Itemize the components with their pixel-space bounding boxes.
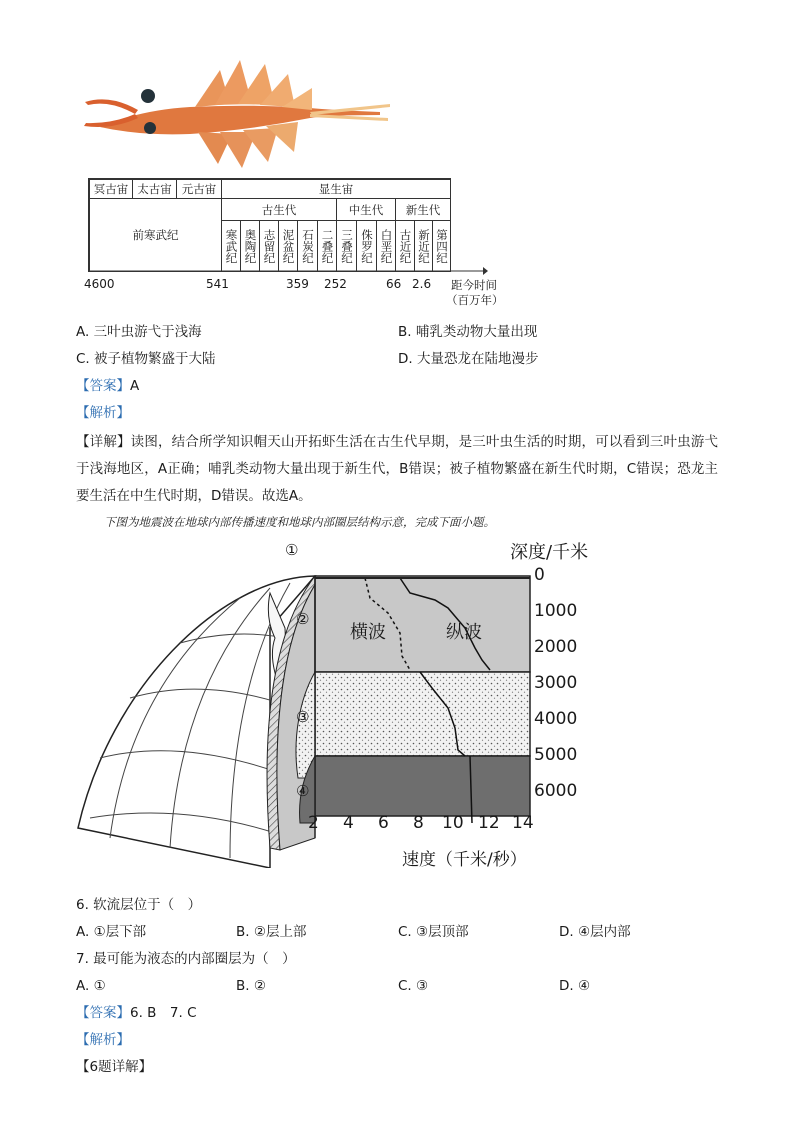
geologic-timeline-table [88, 178, 451, 272]
q5-option-d: D. 大量恐龙在陆地漫步 [398, 351, 539, 367]
speed-tick-6: 6 [378, 813, 389, 833]
period-carboniferous: 石炭纪 [301, 228, 315, 264]
depth-tick-4000: 4000 [534, 709, 578, 729]
speed-tick-4: 4 [343, 813, 354, 833]
depth-tick-3000: 3000 [534, 673, 578, 693]
period-jurassic: 侏罗纪 [360, 228, 374, 264]
period-quaternary: 第四纪 [435, 228, 449, 264]
period-cambrian: 寒武纪 [224, 228, 239, 264]
q6-option-d: D. ④层内部 [559, 924, 631, 940]
period-triassic: 三叠纪 [340, 228, 354, 264]
q6-stem: 6. 软流层位于（ ） [76, 897, 202, 913]
anomalocaris-illustration [80, 52, 390, 172]
eon-hadean: 冥古宙 [89, 179, 133, 199]
q7-option-d: D. ④ [559, 978, 591, 994]
label-layer-4: ④ [296, 782, 310, 800]
q7-option-b: B. ② [236, 978, 266, 994]
speed-tick-2: 2 [308, 813, 319, 833]
period-devonian: 泥盆纪 [281, 228, 296, 264]
label-layer-2: ② [296, 610, 310, 628]
period-cretaceous: 白垩纪 [379, 228, 394, 264]
speed-tick-8: 8 [413, 813, 424, 833]
period-ordovician: 奥陶纪 [243, 228, 258, 264]
answer-value: A [130, 378, 140, 394]
depth-tick-2000: 2000 [534, 637, 578, 657]
tick-2-6: 2.6 [412, 277, 432, 291]
period-paleogene: 古近纪 [398, 228, 413, 264]
label-layer-3: ③ [296, 708, 310, 726]
q5-option-b: B. 哺乳类动物大量出现 [398, 324, 538, 340]
creature-body [84, 60, 390, 168]
period-neogene: 新近纪 [417, 228, 431, 264]
depth-tick-1000: 1000 [534, 601, 578, 621]
axis-label-time: 距今时间 [451, 278, 497, 292]
q6-detail-tag: 【6题详解】 [76, 1059, 153, 1075]
q5-detail-paragraph [76, 429, 718, 510]
tick-252: 252 [324, 277, 347, 291]
q6-option-c: C. ③层顶部 [398, 924, 469, 940]
era-mesozoic: 中生代 [336, 198, 396, 221]
depth-tick-6000: 6000 [534, 781, 578, 801]
eon-phanerozoic: 显生宙 [221, 179, 451, 199]
q6-option-b: B. ②层上部 [236, 924, 307, 940]
label-layer-1: ① [285, 541, 299, 559]
figure-intro: 下图为地震波在地球内部传播速度和地球内部圈层结构示意，完成下面小题。 [104, 515, 495, 529]
detail-tag: 【详解】 [76, 434, 131, 450]
eon-archean: 太古宙 [132, 179, 177, 199]
era-cenozoic: 新生代 [395, 198, 451, 221]
depth-tick-0: 0 [534, 565, 545, 585]
answer-tag: 【答案】 [76, 378, 130, 394]
q7-stem: 7. 最可能为液态的内部圈层为（ ） [76, 951, 296, 967]
answer-tag-2: 【答案】 [76, 1005, 130, 1021]
analysis-tag: 【解析】 [76, 405, 130, 421]
q5-option-c: C. 被子植物繁盛于大陆 [76, 351, 216, 367]
detail-text: 读图，结合所学知识帽天山开拓虾生活在古生代早期，是三叶虫生活的时期，可以看到三叶虫游弋于浅海地区，A正确；哺乳类动物大量出现于新生代，B错误；被子植物繁盛在新生代时期，C错误；恐龙主要生活在中生代时期，D错误。故选A。 [76, 434, 719, 504]
q7-option-a: A. ① [76, 978, 106, 994]
eon-proterozoic: 元古宙 [176, 179, 222, 199]
outer-core-region [315, 672, 530, 756]
tick-359: 359 [286, 277, 309, 291]
q5-option-a: A. 三叶虫游弋于浅海 [76, 324, 202, 340]
speed-axis-title: 速度（千米/秒） [402, 850, 527, 870]
speed-tick-12: 12 [478, 813, 500, 833]
inner-core-panel [315, 756, 530, 816]
axis-label-unit: （百万年） [446, 293, 504, 307]
depth-tick-5000: 5000 [534, 745, 578, 765]
q6-option-a: A. ①层下部 [76, 924, 147, 940]
q7-option-c: C. ③ [398, 978, 429, 994]
period-silurian: 志留纪 [262, 228, 277, 264]
q67-answer-line [76, 1003, 197, 1023]
label-s-wave: 横波 [350, 622, 386, 643]
label-p-wave: 纵波 [446, 622, 482, 643]
tick-4600: 4600 [84, 277, 115, 291]
answer-value-2: 6. B 7. C [130, 1005, 197, 1021]
q5-answer-line [76, 376, 139, 396]
analysis-tag-2: 【解析】 [76, 1032, 130, 1048]
depth-axis-title: 深度/千米 [510, 542, 589, 563]
tick-66: 66 [386, 277, 402, 291]
mantle-panel [315, 576, 530, 672]
speed-tick-14: 14 [512, 813, 534, 833]
era-paleozoic: 古生代 [221, 198, 337, 221]
period-permian: 二叠纪 [320, 228, 335, 264]
tick-541: 541 [206, 277, 229, 291]
speed-tick-10: 10 [442, 813, 464, 833]
precambrian-cell: 前寒武纪 [89, 198, 222, 272]
